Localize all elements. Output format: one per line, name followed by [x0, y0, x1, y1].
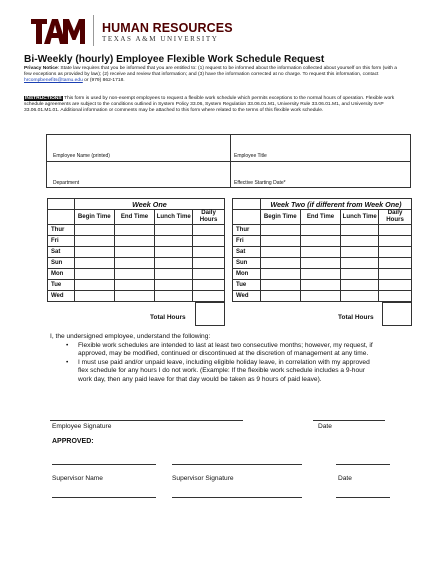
schedule-cell[interactable]: [74, 236, 114, 247]
schedule-cell[interactable]: [193, 258, 225, 269]
schedule-cell[interactable]: [114, 236, 155, 247]
form-title: Bi-Weekly (hourly) Employee Flexible Work Schedule Request: [24, 54, 325, 65]
schedule-cell[interactable]: [193, 291, 225, 302]
bullet-item: • I must use paid and/or unpaid leave, including eligible holiday leave, in correlation with my approved flex schedule for any hours I do not work. (Example: If the flexible work schedule includes a 9-hour work day, then any paid leave for that day would be taken as 9 hours of paid leave).: [66, 359, 376, 384]
schedule-cell[interactable]: [114, 280, 155, 291]
column-header: End Time: [300, 210, 341, 225]
schedule-cell[interactable]: [193, 236, 225, 247]
schedule-cell[interactable]: [300, 247, 341, 258]
schedule-cell[interactable]: [379, 291, 412, 302]
table-row: [233, 225, 412, 236]
schedule-cell[interactable]: [341, 247, 379, 258]
schedule-cell[interactable]: [341, 269, 379, 280]
table-row: [233, 247, 412, 258]
week-one-total-box[interactable]: [195, 302, 225, 326]
table-row: [48, 291, 225, 302]
schedule-cell[interactable]: [341, 280, 379, 291]
schedule-cell[interactable]: [155, 291, 193, 302]
info-divider-v: [230, 135, 231, 187]
privacy-text: : State law requires that you be informed that you are entitled to: (1) request to be informed about the information collected about yourself on this form (with a few exceptions as provided by law); (2) receive and review that information; and (3) have the information corrected at no charge. To request this information, contact: [24, 66, 397, 78]
column-header: End Time: [114, 210, 155, 225]
day-label: Wed: [233, 291, 261, 302]
supervisor-name-line-2[interactable]: [52, 497, 156, 498]
statement-intro: I, the undersigned employee, understand the following:: [50, 333, 211, 340]
day-label: Thur: [233, 225, 261, 236]
schedule-cell[interactable]: [341, 225, 379, 236]
schedule-cell[interactable]: [260, 225, 300, 236]
day-label: Mon: [48, 269, 75, 280]
schedule-cell[interactable]: [260, 236, 300, 247]
schedule-cell[interactable]: [193, 247, 225, 258]
week-two-header: Week Two (if different from Week One): [260, 199, 411, 210]
schedule-cell[interactable]: [155, 247, 193, 258]
info-divider-h: [47, 161, 410, 162]
schedule-cell[interactable]: [300, 236, 341, 247]
instructions: [24, 96, 404, 114]
supervisor-date-line-1[interactable]: [336, 464, 390, 465]
schedule-cell[interactable]: [300, 291, 341, 302]
column-header: Daily Hours: [193, 210, 225, 225]
schedule-cell[interactable]: [114, 291, 155, 302]
schedule-cell[interactable]: [155, 280, 193, 291]
day-label: Tue: [233, 280, 261, 291]
schedule-cell[interactable]: [114, 269, 155, 280]
header-divider: [93, 15, 94, 46]
org-subtitle: TEXAS A&M UNIVERSITY: [102, 35, 219, 43]
table-row: [233, 236, 412, 247]
schedule-cell[interactable]: [74, 225, 114, 236]
schedule-cell[interactable]: [114, 225, 155, 236]
table-row: [48, 225, 225, 236]
schedule-cell[interactable]: [379, 280, 412, 291]
supervisor-date-label: Date: [338, 475, 352, 482]
schedule-cell[interactable]: [379, 258, 412, 269]
header-blank-cell: [48, 210, 75, 225]
privacy-label: Privacy Notice: [24, 66, 58, 71]
schedule-cell[interactable]: [74, 269, 114, 280]
employee-info-box: [46, 134, 411, 188]
week-two-total-box[interactable]: [382, 302, 412, 326]
day-label: Wed: [48, 291, 75, 302]
day-label: Fri: [48, 236, 75, 247]
schedule-cell[interactable]: [74, 280, 114, 291]
column-header: Begin Time: [260, 210, 300, 225]
column-header: Daily Hours: [379, 210, 412, 225]
schedule-cell[interactable]: [114, 258, 155, 269]
table-row: [233, 269, 412, 280]
schedule-cell[interactable]: [193, 269, 225, 280]
schedule-cell[interactable]: [300, 269, 341, 280]
header-blank-cell: [233, 210, 261, 225]
week-one-total-label: Total Hours: [150, 314, 186, 321]
schedule-cell[interactable]: [155, 236, 193, 247]
schedule-cell[interactable]: [260, 291, 300, 302]
schedule-cell[interactable]: [260, 280, 300, 291]
privacy-phone: or (979) 862-1718.: [82, 78, 125, 84]
schedule-cell[interactable]: [341, 291, 379, 302]
day-label: Sat: [48, 247, 75, 258]
employee-name-field[interactable]: Employee Name (printed): [53, 153, 110, 159]
instructions-label: INSTRUCTIONS: [25, 96, 62, 101]
table-row: [233, 280, 412, 291]
supervisor-name-label: Supervisor Name: [52, 475, 103, 482]
start-date-field[interactable]: Effective Starting Date*: [234, 180, 286, 186]
column-header: Lunch Time: [155, 210, 193, 225]
org-name: HUMAN RESOURCES: [102, 21, 233, 35]
day-label: Tue: [48, 280, 75, 291]
schedule-cell[interactable]: [379, 247, 412, 258]
schedule-cell[interactable]: [341, 236, 379, 247]
tamu-logo: [27, 15, 89, 48]
day-label: Sun: [233, 258, 261, 269]
supervisor-name-line[interactable]: [52, 464, 156, 465]
supervisor-signature-line-2[interactable]: [172, 497, 302, 498]
approved-label: APPROVED:: [52, 438, 94, 445]
schedule-cell[interactable]: [74, 258, 114, 269]
schedule-cell[interactable]: [260, 258, 300, 269]
table-row: [48, 247, 225, 258]
column-header: Lunch Time: [341, 210, 379, 225]
table-row: [233, 291, 412, 302]
table-row: [233, 258, 412, 269]
privacy-notice: [24, 66, 404, 84]
week-one-table: [47, 198, 225, 302]
table-row: [48, 280, 225, 291]
employee-signature-line[interactable]: [50, 420, 243, 421]
week-two-total-label: Total Hours: [338, 314, 374, 321]
schedule-cell[interactable]: [114, 247, 155, 258]
schedule-cell[interactable]: [155, 258, 193, 269]
schedule-cell[interactable]: [379, 236, 412, 247]
week-one-header: Week One: [74, 199, 224, 210]
day-label: Thur: [48, 225, 75, 236]
schedule-cell[interactable]: [260, 269, 300, 280]
table-row: [48, 269, 225, 280]
employee-date-line[interactable]: [313, 420, 385, 421]
schedule-cell[interactable]: [193, 225, 225, 236]
table-row: [48, 236, 225, 247]
bullet-item: • Flexible work schedules are intended to last at least two consecutive months; however, my request, if approved, may be modified, continued or discontinued at the discretion of management at any time.: [66, 342, 376, 359]
day-label: Sun: [48, 258, 75, 269]
department-field[interactable]: Department: [53, 180, 80, 186]
day-label: Mon: [233, 269, 261, 280]
week-two-table: [232, 198, 412, 302]
column-header: Begin Time: [74, 210, 114, 225]
schedule-cell[interactable]: [300, 225, 341, 236]
schedule-cell[interactable]: [74, 247, 114, 258]
supervisor-date-line-2[interactable]: [336, 497, 390, 498]
schedule-cell[interactable]: [260, 247, 300, 258]
schedule-cell[interactable]: [379, 269, 412, 280]
statement-bullets: [66, 342, 376, 384]
schedule-cell[interactable]: [193, 280, 225, 291]
schedule-cell[interactable]: [155, 225, 193, 236]
supervisor-signature-line-1[interactable]: [172, 464, 302, 465]
day-label: Fri: [233, 236, 261, 247]
schedule-cell[interactable]: [379, 225, 412, 236]
schedule-cell[interactable]: [74, 291, 114, 302]
instructions-text: This form is used by non-exempt employees to request a flexible work schedule which permits exceptions to the normal hours of operation. Flexible work schedule agreements are subject to the conditions outlined in System Policy 33.06, System Regulation 33.06.01.M1, University Rule 33.06.01.M1, and University SAP 33.06.01.M1.01. Additional information or comments may be attached to this form where related to the terms of this flexible work schedule.: [24, 96, 395, 114]
employee-title-field[interactable]: Employee Title: [234, 153, 267, 159]
schedule-cell[interactable]: [341, 258, 379, 269]
day-label: Sat: [233, 247, 261, 258]
employee-signature-label: Employee Signature: [52, 423, 112, 430]
schedule-cell[interactable]: [300, 258, 341, 269]
schedule-cell[interactable]: [155, 269, 193, 280]
table-row: [48, 258, 225, 269]
employee-date-label: Date: [318, 423, 332, 430]
contact-email-link[interactable]: hrcompbenefits@tamu.edu: [24, 78, 83, 84]
schedule-cell[interactable]: [300, 280, 341, 291]
supervisor-signature-label: Supervisor Signature: [172, 475, 234, 482]
